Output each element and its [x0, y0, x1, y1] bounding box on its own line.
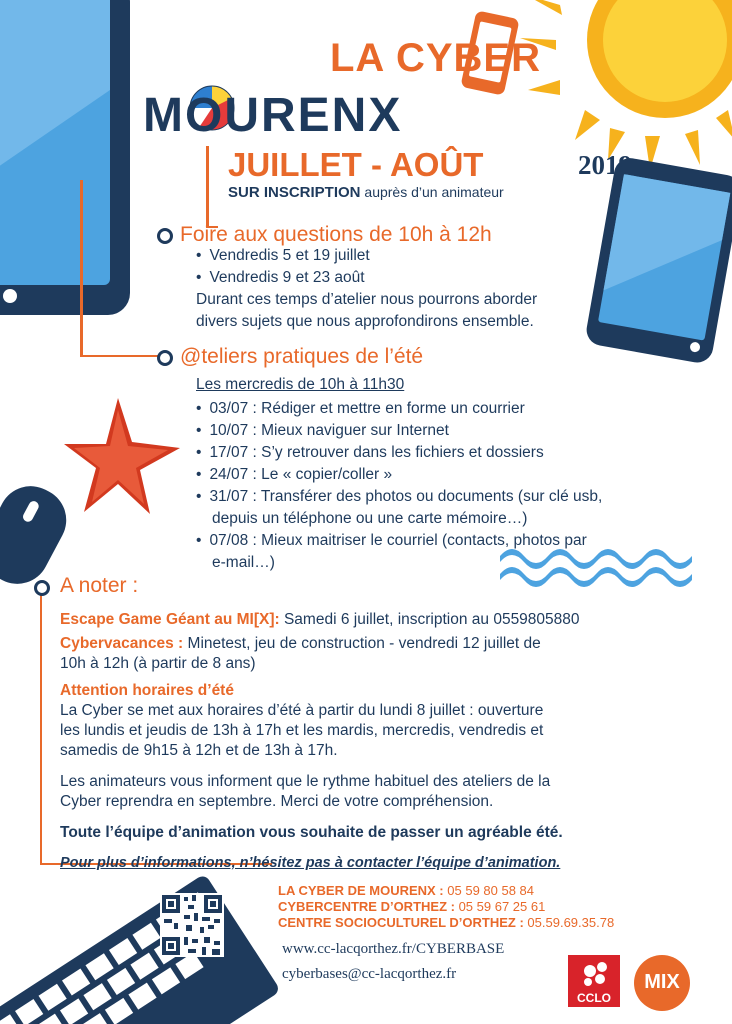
ateliers-dot-icon [157, 350, 173, 366]
atelier-item: • 10/07 : Mieux naviguer sur Internet [196, 420, 602, 442]
info-line: Les animateurs vous informent que le rythme habituel des ateliers de la [60, 773, 551, 790]
title-year: 2019 [578, 150, 632, 180]
cyber-label: Cybervacances : [60, 635, 184, 652]
ateliers-list [196, 398, 602, 574]
tablet-illustration [0, 0, 130, 315]
contact-label: CYBERCENTRE D’ORTHEZ : [278, 899, 455, 914]
contact-phone[interactable]: 05 59 80 58 84 [447, 883, 535, 898]
escape-game-note [60, 610, 580, 630]
cclo-logo [568, 955, 620, 1007]
info-line: Cyber reprendra en septembre. Merci de votre compréhension. [60, 793, 494, 810]
info-note [60, 772, 550, 812]
title-la-cyber: LA CYBER [330, 36, 541, 80]
email-link[interactable]: cyberbases@cc-lacqorthez.fr [282, 966, 457, 982]
ateliers-title: @teliers pratiques de l’été [180, 345, 424, 368]
attention-line: les lundis et jeudis de 13h à 17h et les mardis, mercredis, vendredis et [60, 722, 544, 739]
inscription-note [228, 184, 504, 201]
atelier-item: • 07/08 : Mieux maitriser le courriel (contacts, photos par [196, 530, 602, 552]
attention-line: samedis de 9h15 à 12h et de 13h à 17h. [60, 742, 338, 759]
ateliers-subtitle: Les mercredis de 10h à 11h30 [196, 376, 405, 393]
atelier-item-cont: depuis un téléphone ou une carte mémoire…) [212, 510, 528, 527]
smartphone-illustration [584, 156, 732, 365]
atelier-item: • 24/07 : Le « copier/coller » [196, 464, 602, 486]
atelier-item: • 31/07 : Transférer des photos ou documents (sur clé usb, [196, 486, 602, 508]
contact-label: LA CYBER DE MOURENX : [278, 883, 444, 898]
faq-title: Foire aux questions de 10h à 12h [180, 223, 492, 246]
starfish-illustration [64, 398, 180, 514]
contact-phone[interactable]: 05.59.69.35.78 [527, 915, 615, 930]
attention-note [60, 681, 543, 761]
mix-logo-text: MIX [644, 971, 680, 993]
contact-invite: Pour plus d’informations, n’hésitez pas à contacter l’équipe d’animation. [60, 855, 561, 871]
attention-label: Attention horaires d’été [60, 682, 234, 699]
inscription-rest: auprès d’un animateur [364, 184, 504, 200]
notes-dot-icon [34, 580, 50, 596]
atelier-item: • 17/07 : S’y retrouver dans les fichiers et dossiers [196, 442, 602, 464]
title-dates: JUILLET - AOÛT [228, 146, 484, 183]
faq-dot-icon [157, 228, 173, 244]
contacts-block [278, 883, 614, 931]
cyber-text-line2: 10h à 12h (à partir de 8 ans) [60, 655, 256, 672]
cclo-logo-mark [568, 955, 620, 991]
faq-list [196, 245, 370, 289]
escape-text: Samedi 6 juillet, inscription au 0559805880 [283, 611, 580, 628]
atelier-item-cont: e-mail…) [212, 554, 275, 571]
keyboard-illustration [0, 873, 281, 1024]
faq-description [196, 289, 537, 333]
wish-text: Toute l’équipe d’animation vous souhaite de passer un agréable été. [60, 824, 563, 841]
inscription-bold: SUR INSCRIPTION [228, 184, 361, 201]
escape-label: Escape Game Géant au MI[X]: [60, 611, 280, 628]
cclo-logo-text: CCLO [577, 991, 611, 1005]
website-link[interactable]: www.cc-lacqorthez.fr/CYBERBASE [282, 941, 505, 957]
attention-line: La Cyber se met aux horaires d’été à partir du lundi 8 juillet : ouverture [60, 702, 544, 719]
contact-phone[interactable]: 05 59 67 25 61 [458, 899, 546, 914]
contact-label: CENTRE SOCIOCULTUREL D’ORTHEZ : [278, 915, 524, 930]
notes-title: A noter : [60, 574, 139, 597]
faq-desc-line: divers sujets que nous approfondirons ensemble. [196, 313, 534, 330]
atelier-item: • 03/07 : Rédiger et mettre en forme un courrier [196, 398, 602, 420]
cyber-text: Minetest, jeu de construction - vendredi 12 juillet de [187, 635, 541, 652]
mix-logo [634, 955, 690, 1011]
faq-item: • Vendredis 9 et 23 août [196, 267, 370, 289]
faq-desc-line: Durant ces temps d’atelier nous pourrons aborder [196, 291, 538, 308]
cybervacances-note [60, 634, 696, 674]
qr-code-icon[interactable] [160, 893, 224, 957]
sun-illustration [520, 0, 732, 170]
title-mourenx: MOURENX [143, 89, 403, 142]
faq-item: • Vendredis 5 et 19 juillet [196, 245, 370, 267]
